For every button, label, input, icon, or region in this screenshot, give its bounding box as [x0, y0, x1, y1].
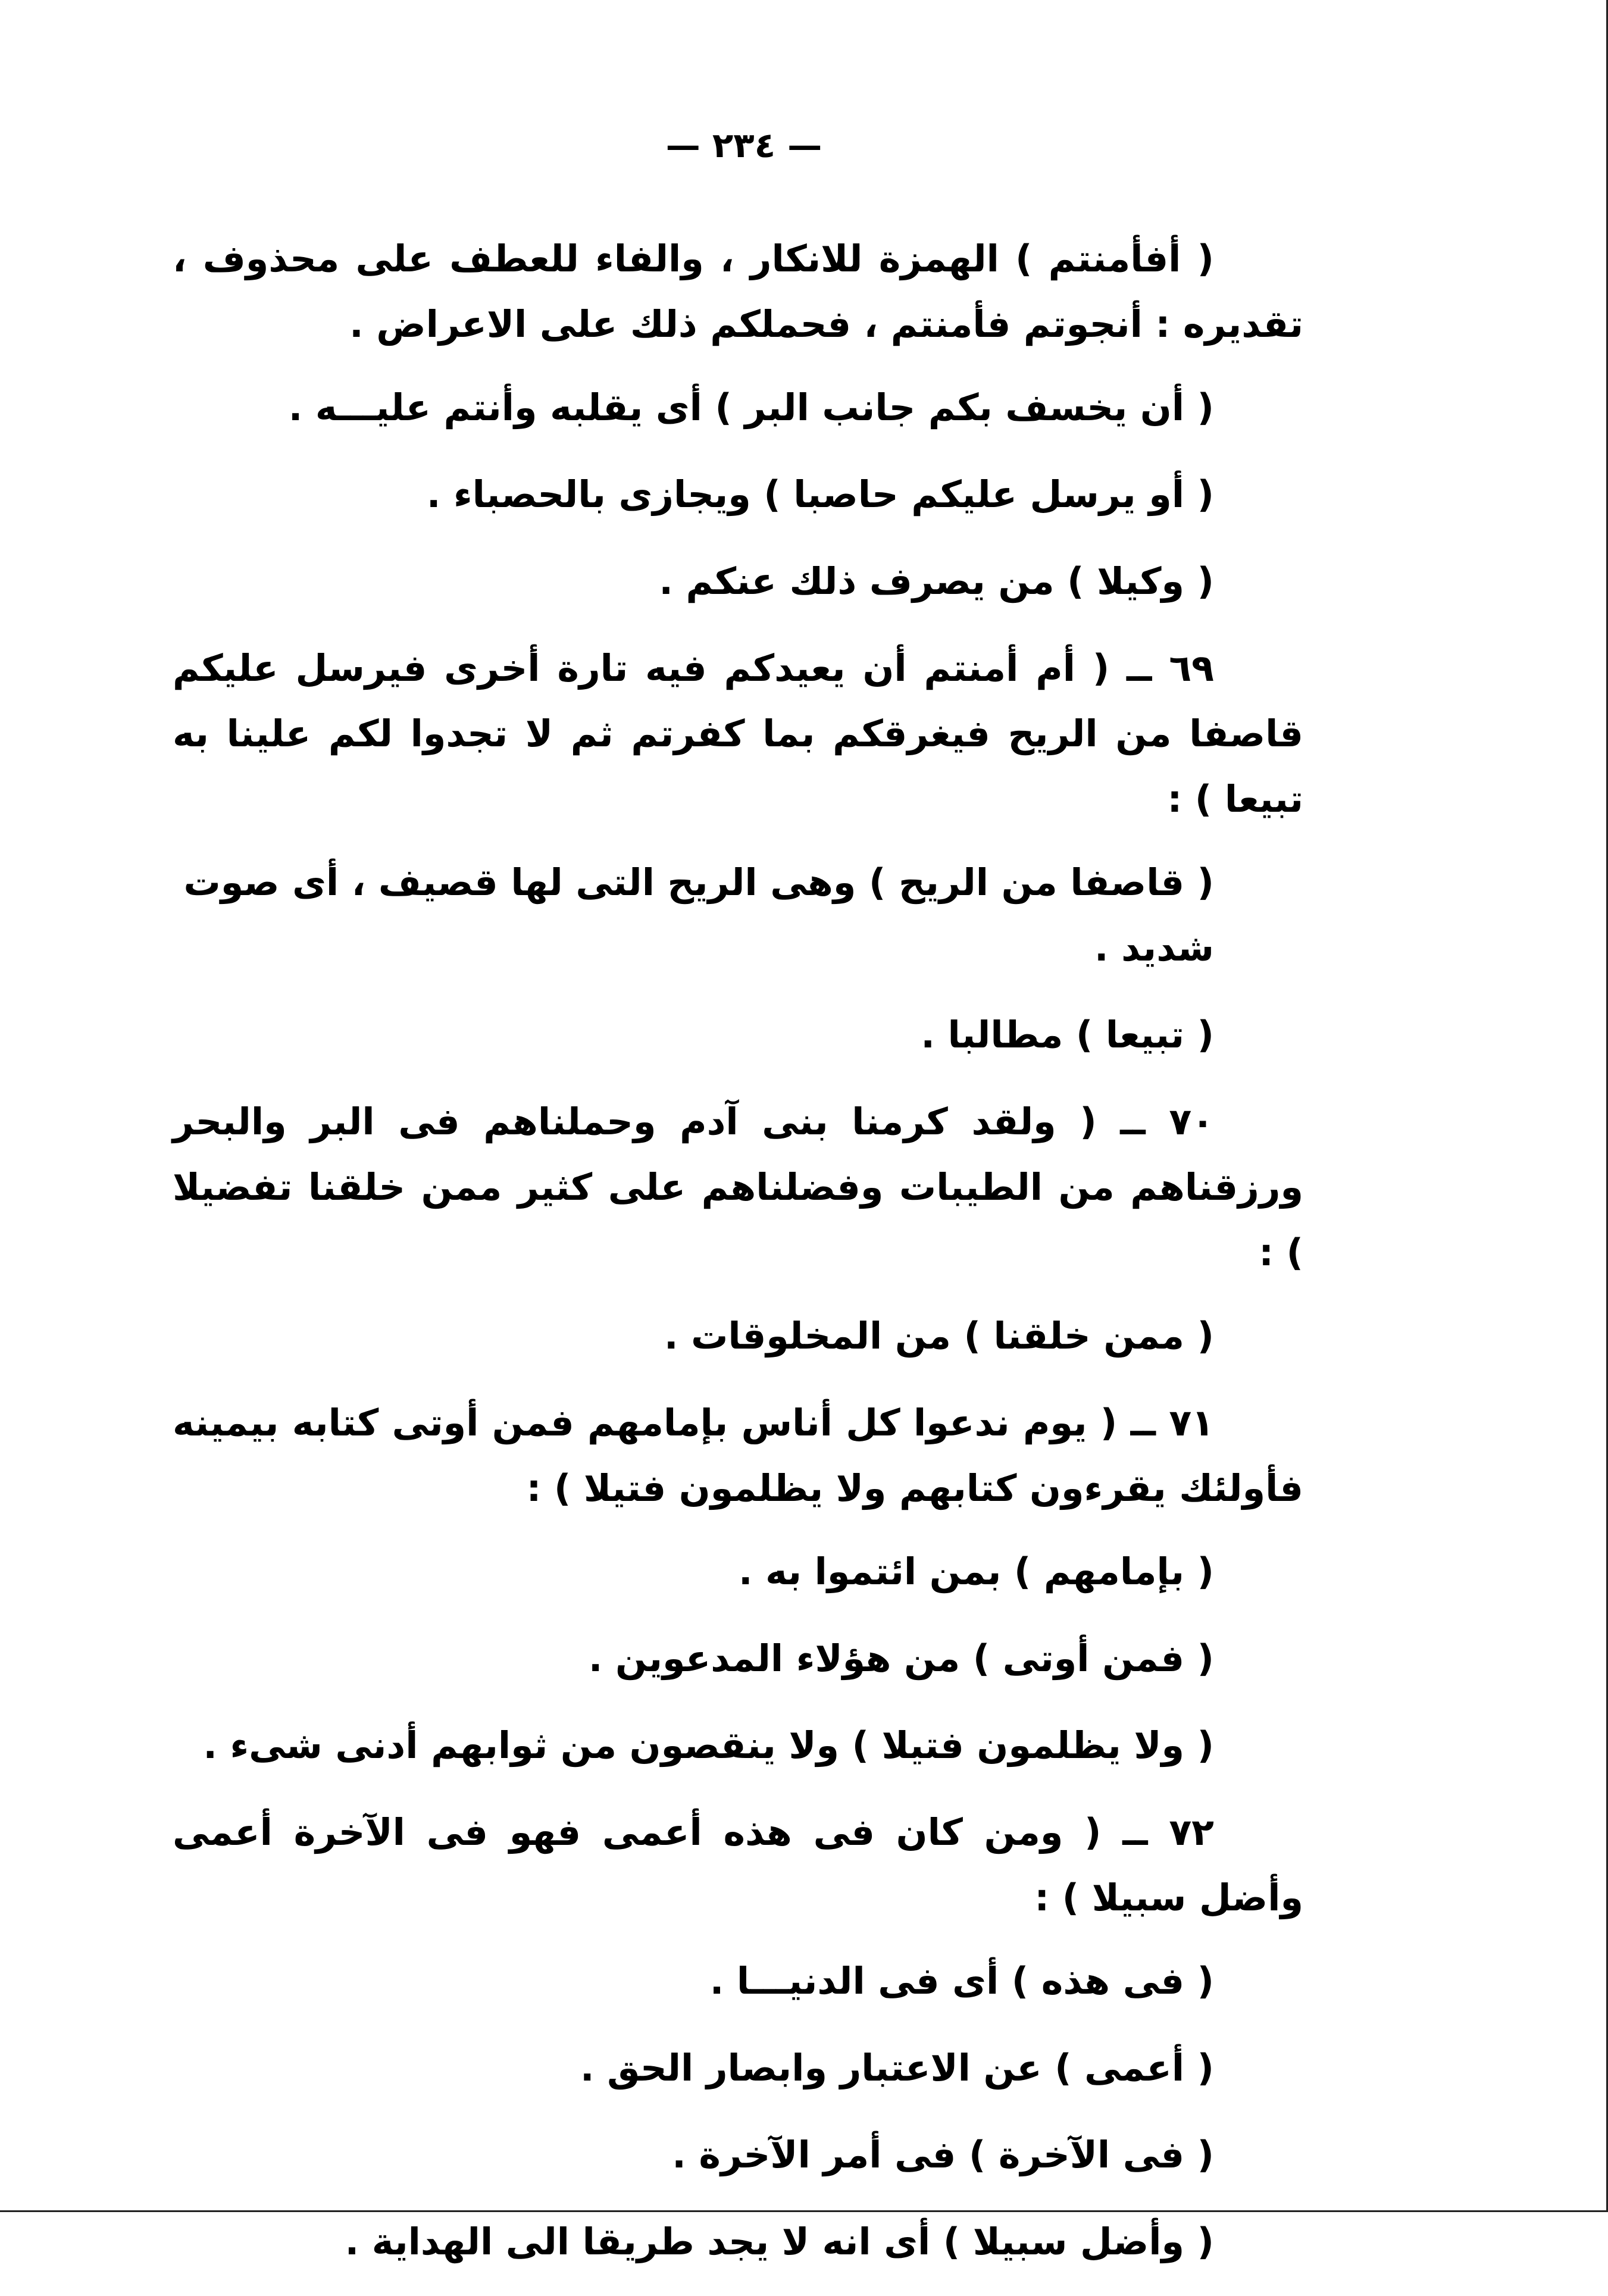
- gloss-aAma: ( أعمى ) عن الاعتبار وابصار الحق .: [580, 2046, 1214, 2089]
- page-number: — ٢٣٤ —: [665, 125, 822, 165]
- gloss-fil-akhira: ( فى الآخرة ) فى أمر الآخرة .: [672, 2133, 1214, 2176]
- verse-69: ٦٩ ــ ( أم أمنتم أن يعيدكم فيه تارة أخرى فيرسل عليكم قاصفا من الريح فيغرقكم بما كفرتم ثم لا تجدوا لكم علينا به تبيعا ) :: [173, 646, 1303, 821]
- verse-71: ٧١ ــ ( يوم ندعوا كل أناس بإمامهم فمن أوتى كتابه بيمينه فأولئك يقرءون كتابهم ولا يظلمون فتيلا ) :: [173, 1401, 1303, 1510]
- gloss-hasiban: ( أو يرسل عليكم حاصبا ) ويجازى بالحصباء .: [426, 473, 1214, 516]
- gloss-wakilan: ( وكيلا ) من يصرف ذلك عنكم .: [659, 559, 1214, 603]
- paragraph-commentary-afaamintum: ( أفأمنتم ) الهمزة للانكار ، والفاء للعطف على محذوف ، تقديره : أنجوتم فأمنتم ، فحملكم ذلك على الاعراض .: [173, 237, 1303, 346]
- gloss-tabiAan: ( تبيعا ) مطالبا .: [921, 1013, 1214, 1056]
- gloss-qasifan: ( قاصفا من الريح ) وهى الريح التى لها قصيف ، أى صوت شديد .: [183, 861, 1214, 969]
- gloss-mimman-khalaqna: ( ممن خلقنا ) من المخلوقات .: [664, 1314, 1214, 1357]
- gloss-wa-adallu-sabila: ( وأضل سبيلا ) أى انه لا يجد طريقا الى الهداية .: [345, 2220, 1214, 2263]
- gloss-faman-utiya: ( فمن أوتى ) من هؤلاء المدعوين .: [588, 1637, 1214, 1680]
- gloss-yakhsif: ( أن يخسف بكم جانب البر ) أى يقلبه وأنتم عليـــه .: [288, 386, 1214, 429]
- verse-72: ٧٢ ــ ( ومن كان فى هذه أعمى فهو فى الآخرة أعمى وأضل سبيلا ) :: [173, 1810, 1303, 1919]
- page-body: [173, 226, 1303, 2296]
- gloss-la-yuzlamun: ( ولا يظلمون فتيلا ) ولا ينقصون من ثوابهم أدنى شىء .: [203, 1723, 1214, 1767]
- verse-70: ٧٠ ــ ( ولقد كرمنا بنى آدم وحملناهم فى البر والبحر ورزقناهم من الطيبات وفضلناهم على كثير ممن خلقنا تفضيلا ) :: [173, 1100, 1303, 1274]
- gloss-bi-imamihim: ( بإمامهم ) بمن ائتموا به .: [739, 1550, 1214, 1593]
- gloss-fi-hadhihi: ( فى هذه ) أى فى الدنيـــا .: [709, 1959, 1214, 2003]
